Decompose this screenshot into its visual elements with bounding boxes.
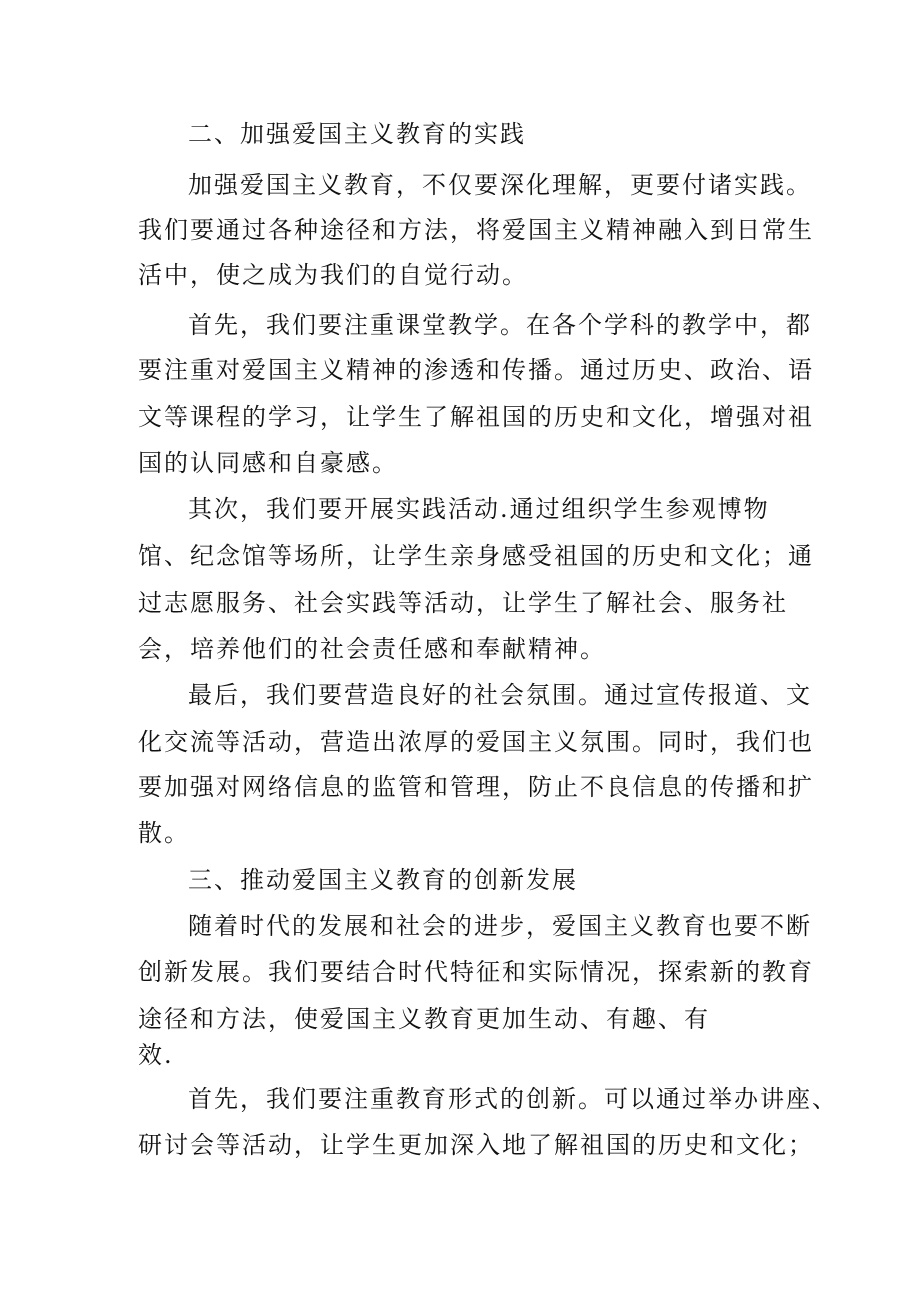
text-line: 效. <box>138 1041 174 1069</box>
text-line: 首先，我们要注重教育形式的创新。可以通过举办讲座、 <box>188 1085 838 1113</box>
text-line: 我们要通过各种途径和方法，将爱国主义精神融入到日常生 <box>138 216 814 244</box>
text-line: 要加强对网络信息的监管和管理，防止不良信息的传播和扩 <box>138 773 814 801</box>
section-heading: 三、推动爱国主义教育的创新发展 <box>188 866 578 894</box>
text-line: 创新发展。我们要结合时代特征和实际情况，探索新的教育 <box>138 958 814 986</box>
text-line: 其次，我们要开展实践活动.通过组织学生参观博物 <box>188 495 770 523</box>
text-line: 活中，使之成为我们的自觉行动。 <box>138 261 528 289</box>
section-heading: 二、加强爱国主义教育的实践 <box>188 120 526 148</box>
text-line: 国的认同感和自豪感。 <box>138 449 398 477</box>
text-line: 文等课程的学习，让学生了解祖国的历史和文化，增强对祖 <box>138 403 814 431</box>
text-line: 要注重对爱国主义精神的渗透和传播。通过历史、政治、语 <box>138 356 814 384</box>
text-line: 馆、纪念馆等场所，让学生亲身感受祖国的历史和文化；通 <box>138 542 814 570</box>
text-line: 随着时代的发展和社会的进步，爱国主义教育也要不断 <box>188 912 812 940</box>
text-line: 途径和方法，使爱国主义教育更加生动、有趣、有 <box>138 1005 710 1033</box>
text-line: 过志愿服务、社会实践等活动，让学生了解社会、服务社 <box>138 589 788 617</box>
text-line: 首先，我们要注重课堂教学。在各个学科的教学中，都 <box>188 311 812 339</box>
text-line: 会，培养他们的社会责任感和奉献精神。 <box>138 635 606 663</box>
text-line: 化交流等活动，营造出浓厚的爱国主义氛围。同时，我们也 <box>138 728 814 756</box>
text-line: 研讨会等活动，让学生更加深入地了解祖国的历史和文化； <box>138 1131 814 1159</box>
text-line: 散。 <box>138 819 190 847</box>
text-line: 最后，我们要营造良好的社会氛围。通过宣传报道、文 <box>188 681 812 709</box>
text-line: 加强爱国主义教育，不仅要深化理解，更要付诸实践。 <box>188 171 812 199</box>
